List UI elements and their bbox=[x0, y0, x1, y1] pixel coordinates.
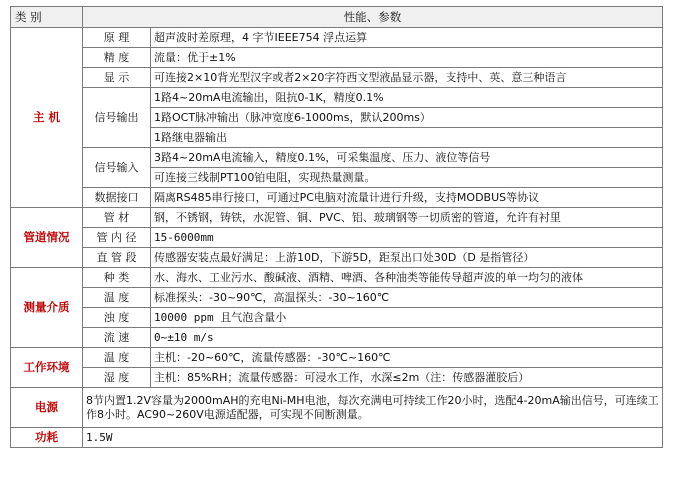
value-cell: 1.5W bbox=[83, 428, 663, 448]
value-cell: 主机：-20~60℃，流量传感器：-30℃~160℃ bbox=[151, 348, 663, 368]
value-cell: 1路OCT脉冲输出（脉冲宽度6-1000ms，默认200ms） bbox=[151, 108, 663, 128]
value-cell: 主机：85%RH；流量传感器：可浸水工作，水深≤2m（注：传感器灌胶后） bbox=[151, 368, 663, 388]
value-cell: 10000 ppm 且气泡含量小 bbox=[151, 308, 663, 328]
header-params: 性能、参数 bbox=[83, 7, 663, 28]
value-cell: 超声波时差原理，4 字节IEEE754 浮点运算 bbox=[151, 28, 663, 48]
sub-label: 显 示 bbox=[83, 68, 151, 88]
spec-table bbox=[10, 6, 663, 448]
category-pipe: 管道情况 bbox=[11, 208, 83, 268]
table-row bbox=[11, 148, 663, 168]
sub-label: 温 度 bbox=[83, 288, 151, 308]
sub-label: 管 材 bbox=[83, 208, 151, 228]
table-row bbox=[11, 388, 663, 428]
table-row bbox=[11, 68, 663, 88]
table-row bbox=[11, 368, 663, 388]
sub-label: 种 类 bbox=[83, 268, 151, 288]
value-cell: 可连接2×10背光型汉字或者2×20字符西文型液晶显示器，支持中、英、意三种语言 bbox=[151, 68, 663, 88]
table-row bbox=[11, 428, 663, 448]
table-row bbox=[11, 348, 663, 368]
value-cell: 钢，不锈钢，铸铁，水泥管、铜、PVC、铝、玻璃钢等一切质密的管道，允许有衬里 bbox=[151, 208, 663, 228]
table-row bbox=[11, 88, 663, 108]
table-row bbox=[11, 288, 663, 308]
header-row bbox=[11, 7, 663, 28]
category-environment: 工作环境 bbox=[11, 348, 83, 388]
value-cell: 可连接三线制PT100铂电阻，实现热量测量。 bbox=[151, 168, 663, 188]
sub-label: 温 度 bbox=[83, 348, 151, 368]
table-row bbox=[11, 268, 663, 288]
value-cell: 15-6000mm bbox=[151, 228, 663, 248]
value-cell: 隔离RS485串行接口，可通过PC电脑对流量计进行升级，支持MODBUS等协议 bbox=[151, 188, 663, 208]
value-cell: 流量：优于±1% bbox=[151, 48, 663, 68]
value-cell: 标准探头：-30~90℃，高温探头：-30~160℃ bbox=[151, 288, 663, 308]
value-cell: 传感器安装点最好满足：上游10D，下游5D，距泵出口处30D（D 是指管径） bbox=[151, 248, 663, 268]
sub-label: 流 速 bbox=[83, 328, 151, 348]
table-row bbox=[11, 208, 663, 228]
sub-label: 数据接口 bbox=[83, 188, 151, 208]
sub-label: 浊 度 bbox=[83, 308, 151, 328]
value-cell: 3路4~20mA电流输入，精度0.1%，可采集温度、压力、液位等信号 bbox=[151, 148, 663, 168]
value-cell: 8节内置1.2V容量为2000mAH的充电Ni-MH电池，每次充满电可持续工作20小时，选配4-20mA输出信号，可连续工作8小时。AC90~260V电源适配器，可实现不间断测量。 bbox=[83, 388, 663, 428]
value-cell: 1路继电器输出 bbox=[151, 128, 663, 148]
table-row bbox=[11, 248, 663, 268]
table-row bbox=[11, 188, 663, 208]
value-cell: 0~±10 m/s bbox=[151, 328, 663, 348]
header-category: 类 别 bbox=[11, 7, 83, 28]
sub-label: 信号输出 bbox=[83, 88, 151, 148]
table-row bbox=[11, 28, 663, 48]
sub-label: 管 内 径 bbox=[83, 228, 151, 248]
sub-label: 原 理 bbox=[83, 28, 151, 48]
sub-label: 直 管 段 bbox=[83, 248, 151, 268]
category-power: 电源 bbox=[11, 388, 83, 428]
table-row bbox=[11, 48, 663, 68]
table-row bbox=[11, 228, 663, 248]
table-row bbox=[11, 328, 663, 348]
category-host: 主 机 bbox=[11, 28, 83, 208]
sub-label: 湿 度 bbox=[83, 368, 151, 388]
category-consumption: 功耗 bbox=[11, 428, 83, 448]
sub-label: 精 度 bbox=[83, 48, 151, 68]
table-row bbox=[11, 308, 663, 328]
category-medium: 测量介质 bbox=[11, 268, 83, 348]
value-cell: 水、海水、工业污水、酸碱液、酒精、啤酒、各种油类等能传导超声波的单一均匀的液体 bbox=[151, 268, 663, 288]
sub-label: 信号输入 bbox=[83, 148, 151, 188]
value-cell: 1路4~20mA电流输出，阻抗0-1K，精度0.1% bbox=[151, 88, 663, 108]
